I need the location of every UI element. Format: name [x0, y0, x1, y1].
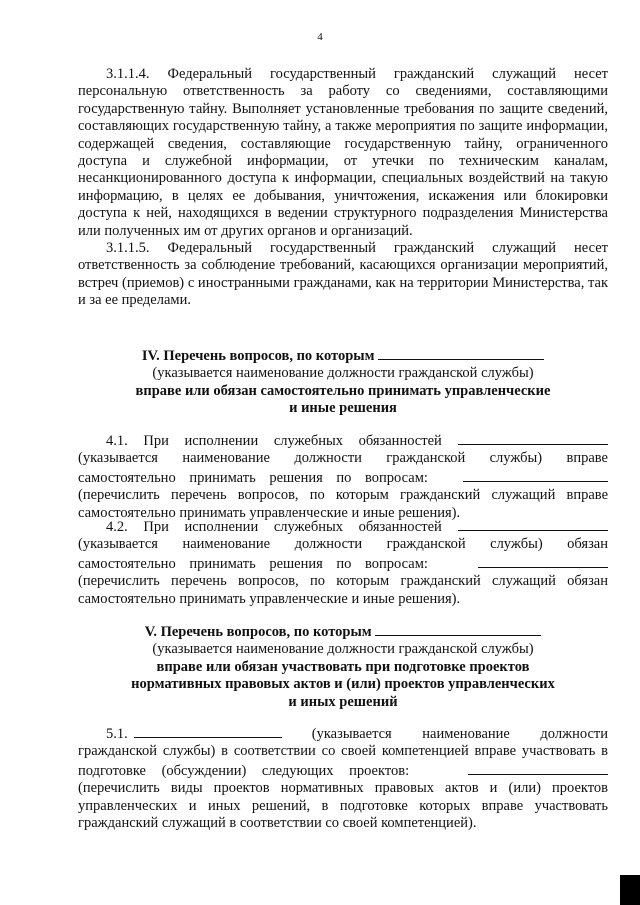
section-4-title-start: IV. Перечень вопросов, по которым [141, 348, 375, 364]
section-5-title-line4: и иных решений [288, 693, 398, 710]
section-5-heading [78, 622, 608, 711]
p4-1-line1: 4.1. При исполнении служебных обязанностей [106, 433, 442, 449]
p4-1-line2: (указывается наименование должности гражданской службы) вправе [78, 450, 608, 467]
p5-1-line2: гражданской службы) в соответствии со своей компетенцией вправе участвовать в [78, 743, 608, 760]
p4-1-line3: самостоятельно принимать решения по вопросам: [78, 469, 428, 486]
section-4-title-line3: и иные решения [289, 400, 397, 417]
section-4-heading [78, 346, 608, 418]
scan-corner-mark [620, 875, 640, 905]
section-4-title-line1 [78, 346, 608, 365]
paragraph-4-2 [78, 517, 608, 608]
paragraph-4-1 [78, 431, 608, 522]
p4-2-rest: (перечислить перечень вопросов, по которым гражданский служащий обязан самостоятельно принимать управленческие и иные решения). [78, 573, 608, 607]
section-4-note: (указывается наименование должности гражданской службы) [152, 365, 534, 382]
p5-1-line3: подготовке (обсуждении) следующих проектов: [78, 762, 410, 779]
blank-field [468, 761, 608, 775]
paragraph-3-1-1-4: 3.1.1.4. Федеральный государственный гражданский служащий несет персональную ответственность за работу со сведениями, составляющими государственную тайну. Выполняет установленные требования по защите сведений, составляющих государственную тайну, а также мероприятия по защите информации, содержащей сведения, составляющие государственную тайну, ограниченного доступа и служебной информации, от утечки по техническим каналам, несанкционированного доступа к информации, специальных воздействий на такую информацию, в целях ее добывания, уничтожения, искажения или блокировки доступа к ней, находящихся в ведении структурного подразделения Министерства или полученных им от других органов и организаций. [78, 66, 608, 239]
section-5-title-line2: вправе или обязан участвовать при подготовке проектов [156, 658, 530, 675]
section-5-title-line3: нормативных правовых актов и (или) проектов управленческих [131, 676, 555, 693]
p5-1-line1-rest: (указывается наименование должности [311, 726, 608, 742]
section-5-title-line1 [78, 622, 608, 641]
section-5-note: (указывается наименование должности гражданской службы) [152, 641, 534, 658]
p4-1-rest: (перечислить перечень вопросов, по которым гражданский служащий вправе самостоятельно принимать управленческие и иные решения). [78, 487, 608, 521]
paragraph-5-1 [78, 724, 608, 832]
paragraph-3-1-1-5: 3.1.1.5. Федеральный государственный гражданский служащий несет ответственность за соблюдение требований, касающихся организации мероприятий, встреч (приемов) с иностранными гражданами, как на территории Министерства, так и за ее пределами. [78, 240, 608, 309]
section-4-title-line2: вправе или обязан самостоятельно принимать управленческие [135, 382, 551, 399]
p5-1-number: 5.1. [106, 726, 128, 742]
p5-1-rest: (перечислить виды проектов нормативных правовых актов и (или) проектов управленческих и иных решений, в подготовке которых вправе участвовать гражданский служащий в соответствии со своей компетенцией). [78, 780, 608, 832]
blank-field [478, 554, 608, 568]
p4-2-line1: 4.2. При исполнении служебных обязанностей [106, 519, 442, 535]
position-blank-field [375, 622, 541, 636]
blank-field [458, 517, 608, 531]
blank-field [458, 431, 608, 445]
page-number: 4 [317, 31, 323, 43]
section-5-title-start: V. Перечень вопросов, по которым [144, 624, 372, 640]
section-3-paragraphs [78, 66, 608, 310]
blank-field [134, 724, 282, 738]
position-blank-field [378, 346, 544, 360]
p4-2-line2: (указывается наименование должности гражданской службы) обязан [78, 536, 608, 553]
p4-2-line3: самостоятельно принимать решения по вопросам: [78, 555, 428, 572]
blank-field [463, 468, 608, 482]
